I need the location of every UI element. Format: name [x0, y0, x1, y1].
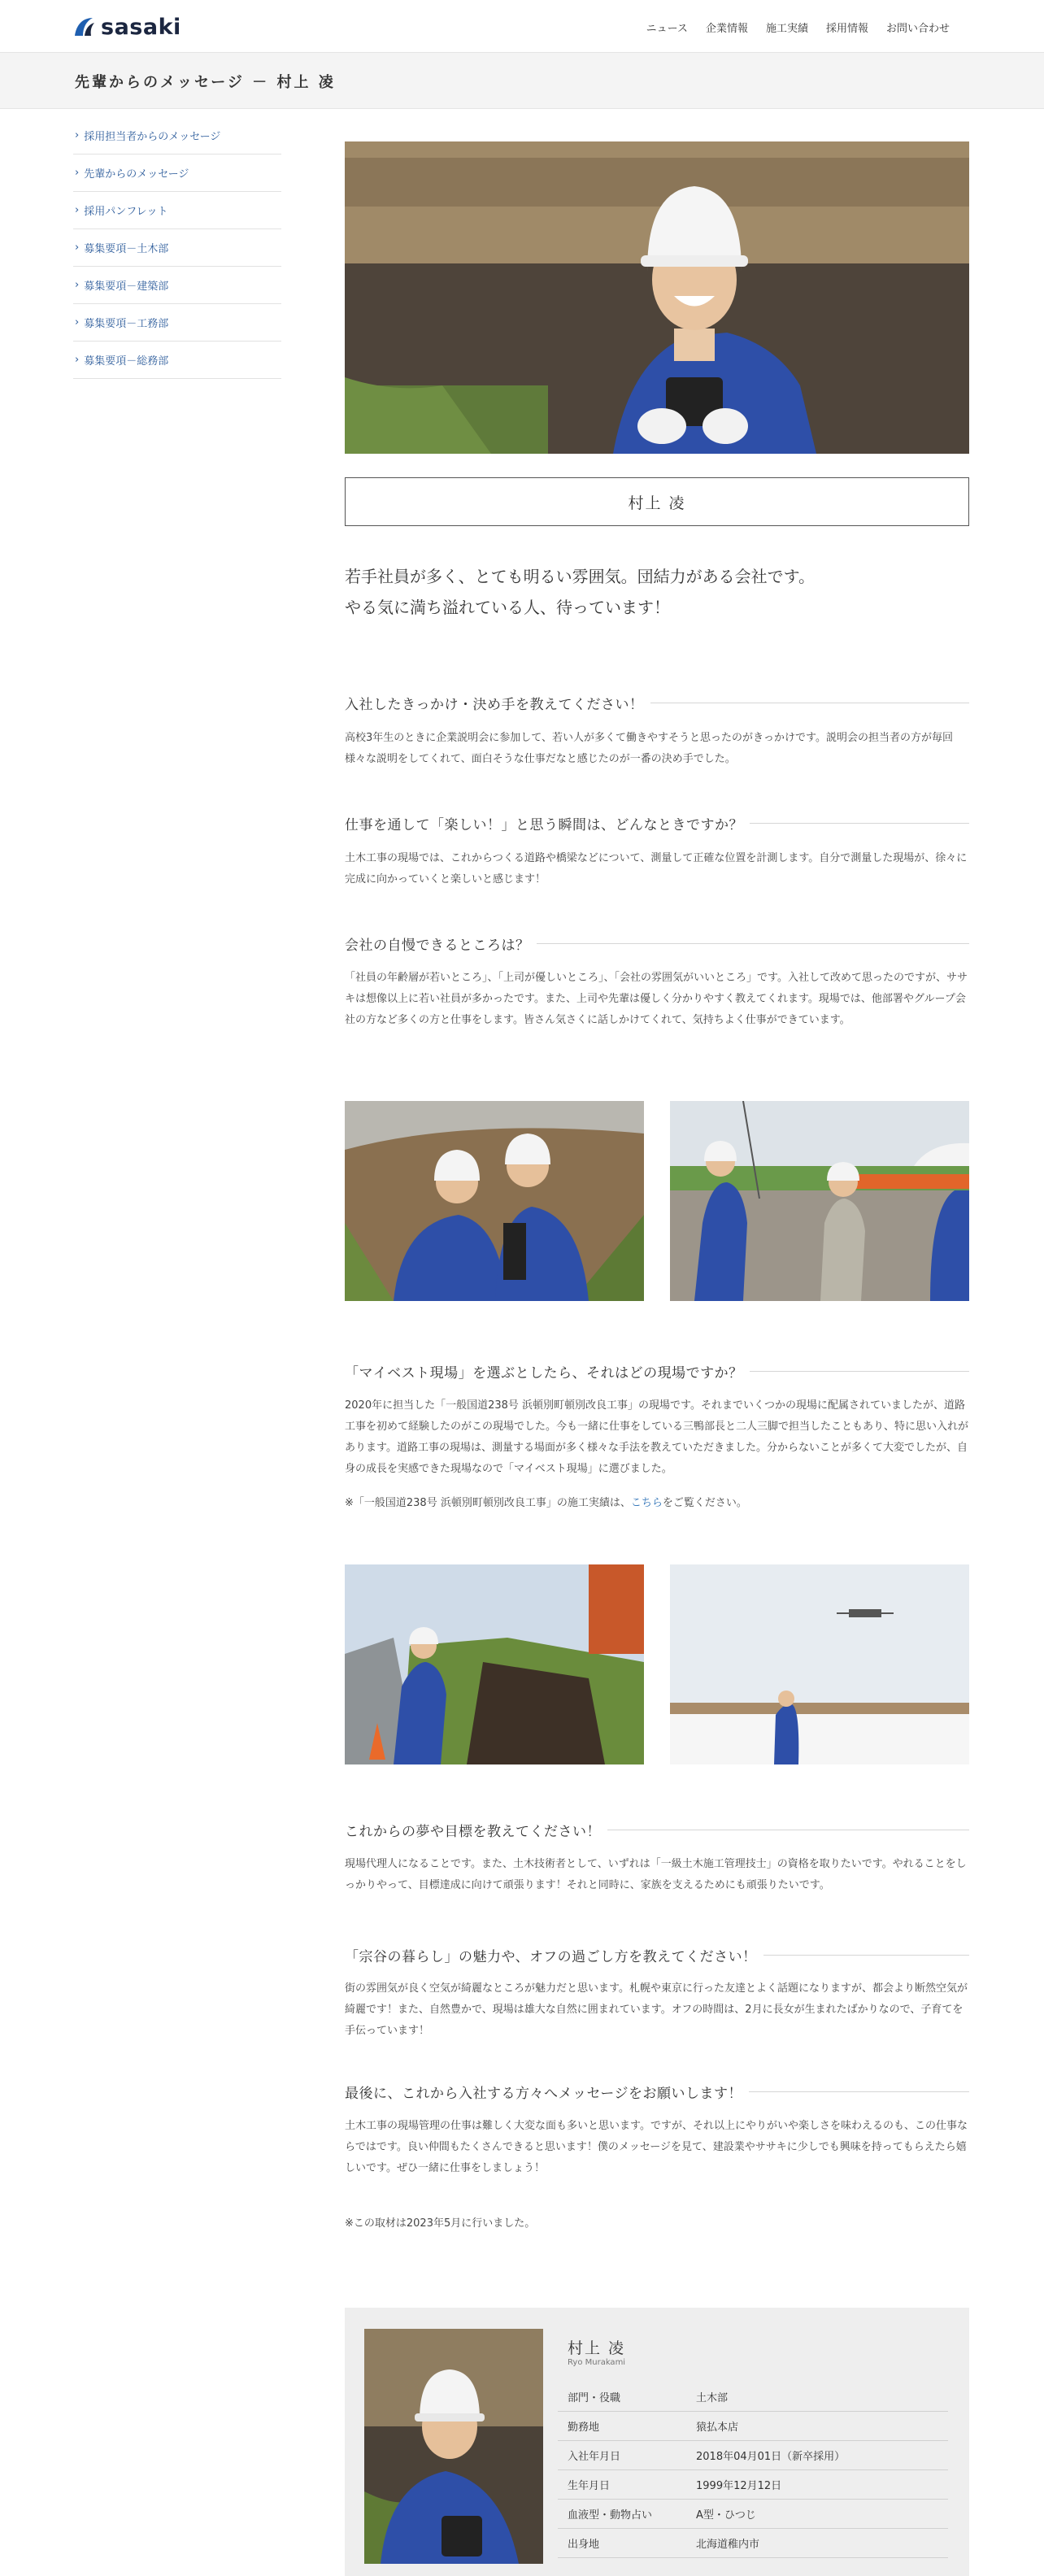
nav-recruit[interactable]: 採用情報 [825, 23, 868, 35]
sidebar-item-architecture[interactable] [73, 267, 281, 304]
question-heading: 会社の自慢できるところは？ [345, 933, 969, 954]
divider [537, 943, 970, 944]
sidebar-item-senior-message[interactable] [73, 154, 281, 192]
nav-news[interactable]: ニュース [646, 23, 688, 35]
lead-line-2: やる気に満ち溢れている人、待っています！ [345, 598, 670, 617]
answer-text: 街の雰囲気が良く空気が綺麗なところが魅力だと思います。札幌や東京に行った友達とよく話題になりますが、都会より断然空気が綺麗です！また、自然豊かで、現場は雄大な自然に囲まれています。オフの時間は、2月に長女が生まれたばかりなので、子育てを手伝っています！ [345, 1982, 968, 2037]
question-heading: 入社したきっかけ・決め手を教えてください！ [345, 693, 969, 713]
lead-text [345, 561, 969, 623]
question-heading: 「マイベスト現場」を選ぶとしたら、それはどの現場ですか？ [345, 1361, 969, 1382]
profile-row: 部門・役職 土木部 [558, 2382, 948, 2412]
chevron-right-icon: › [75, 204, 80, 216]
sidebar-item-label: 募集要項－工務部 [84, 318, 169, 330]
profile-row: 血液型・動物占い A型・ひつじ [558, 2500, 948, 2529]
logo-wave-icon [73, 16, 96, 37]
sidebar-item-label: 先輩からのメッセージ [84, 168, 189, 181]
question-heading: 仕事を通して「楽しい！」と思う瞬間は、どんなときですか？ [345, 813, 969, 833]
works-note-text: ※「一般国道238号 浜頓別町頓別改良工事」の施工実績は、 [345, 1497, 631, 1509]
sidebar-item-label: 採用パンフレット [84, 206, 168, 218]
answer-text: 土木工事の現場では、これからつくる道路や橋梁などについて、測量して正確な位置を計測します。自分で測量した現場が、徐々に完成に向かっていくと楽しいと感じます！ [345, 852, 968, 886]
divider [750, 1371, 969, 1372]
divider [749, 2091, 969, 2092]
works-note [345, 1493, 969, 1514]
chevron-right-icon: › [75, 242, 80, 254]
sidebar-item-label: 募集要項－総務部 [84, 355, 169, 368]
sidebar-item-engineering[interactable] [73, 304, 281, 342]
answer-text: 「社員の年齢層が若いところ」、「上司が優しいところ」、「会社の雰囲気がいいところ」です。入社して改めて思ったのですが、ササキは想像以上に若い社員が多かったです。また、上司や先輩は優しく分かりやすく教えてくれます。現場では、他部署やグループ会社の方など多くの方と仕事をします。皆さん気さくに話しかけてくれて、気持ちよく仕事ができています。 [345, 972, 968, 1026]
sidebar-item-civil[interactable] [73, 229, 281, 267]
chevron-right-icon: › [75, 316, 80, 329]
nav-company[interactable]: 企業情報 [705, 23, 748, 35]
two-workers-photo [345, 1101, 644, 1301]
page-title: 先輩からのメッセージ － 村上 凌 [75, 74, 336, 91]
question-heading: これからの夢や目標を教えてください！ [345, 1820, 969, 1840]
chevron-right-icon: › [75, 129, 80, 141]
nav-works[interactable]: 施工実績 [765, 23, 808, 35]
sidebar-item-label: 採用担当者からのメッセージ [84, 131, 221, 143]
profile-table [558, 2382, 948, 2558]
hero-photo [345, 141, 969, 454]
question-heading: 最後に、これから入社する方々へメッセージをお願いします！ [345, 2082, 969, 2102]
chevron-right-icon: › [75, 279, 80, 291]
profile-photo [364, 2329, 543, 2564]
title-bar [0, 52, 1044, 109]
sidebar-item-general-affairs[interactable] [73, 342, 281, 379]
global-nav [646, 20, 950, 35]
drone-photo [670, 1564, 969, 1764]
logo-text: sasaki [101, 14, 181, 40]
name-box: 村上 凌 [345, 477, 969, 526]
sidebar-item-recruiter-message[interactable] [73, 117, 281, 154]
sidebar [73, 117, 281, 379]
profile-row: 出身地 北海道稚内市 [558, 2529, 948, 2558]
sidebar-item-label: 募集要項－土木部 [84, 243, 169, 255]
road-survey-photo [345, 1564, 644, 1764]
profile-roman-name: Ryo Murakami [568, 2358, 626, 2367]
profile-name: 村上 凌 [568, 2339, 626, 2357]
profile-row: 生年月日 1999年12月12日 [558, 2470, 948, 2500]
chevron-right-icon: › [75, 354, 80, 366]
sidebar-item-pamphlet[interactable] [73, 192, 281, 229]
answer-text: 高校3年生のときに企業説明会に参加して、若い人が多くて働きやすそうと思ったのがきっかけです。説明会の担当者の方が毎回様々な説明をしてくれて、面白そうな仕事だなと感じたのが一番の決め手でした。 [345, 732, 953, 765]
answer-text: 土木工事の現場管理の仕事は難しく大変な面も多いと思います。ですが、それ以上にやりがいや楽しさを味わえるのも、この仕事ならではです。良い仲間もたくさんできると思います！僕のメッセージを見て、建設業やササキに少しでも興味を持ってもらえたら嬉しいです。ぜひ一緒に仕事をしましょう！ [345, 2120, 968, 2174]
works-link[interactable]: こちら [630, 1497, 663, 1509]
answer-text: 2020年に担当した「一般国道238号 浜頓別町頓別改良工事」の現場です。それまでいくつかの現場に配属されていましたが、道路工事を初めて経験したのがこの現場でした。今も一緒に仕事をしている三鴨部長と二人三脚で担当したこともあり、特に思い入れがあります。道路工事の現場は、測量する場面が多く様々な手法を教えていただきました。分からないことが多くて大変でしたが、自身の成長を実感できた現場なので「マイベスト現場」に選びました。 [345, 1399, 969, 1475]
question-heading: 「宗谷の暮らし」の魅力や、オフの過ごし方を教えてください！ [345, 1945, 969, 1965]
interview-note: ※この取材は2023年5月に行いました。 [345, 2217, 536, 2230]
lead-line-1: 若手社員が多く、とても明るい雰囲気。団結力がある会社です。 [345, 567, 815, 586]
nav-contact[interactable]: お問い合わせ [885, 23, 950, 35]
divider [763, 1955, 969, 1956]
works-note-text-end: をご覧ください。 [662, 1497, 747, 1509]
chevron-right-icon: › [75, 167, 80, 179]
answer-text: 現場代理人になることです。また、土木技術者として、いずれは「一級土木施工管理技士」の資格を取りたいです。やれることをしっかりやって、目標達成に向けて頑張ります！それと同時に、家族を支えるためにも頑張りたいです。 [345, 1858, 967, 1891]
profile-row: 勤務地 猿払本店 [558, 2412, 948, 2441]
profile-row: 入社年月日 2018年04月01日（新卒採用） [558, 2441, 948, 2470]
survey-team-photo [670, 1101, 969, 1301]
divider [750, 823, 969, 824]
logo[interactable] [73, 13, 181, 41]
site-header [0, 0, 1044, 52]
sidebar-item-label: 募集要項－建築部 [84, 281, 169, 293]
